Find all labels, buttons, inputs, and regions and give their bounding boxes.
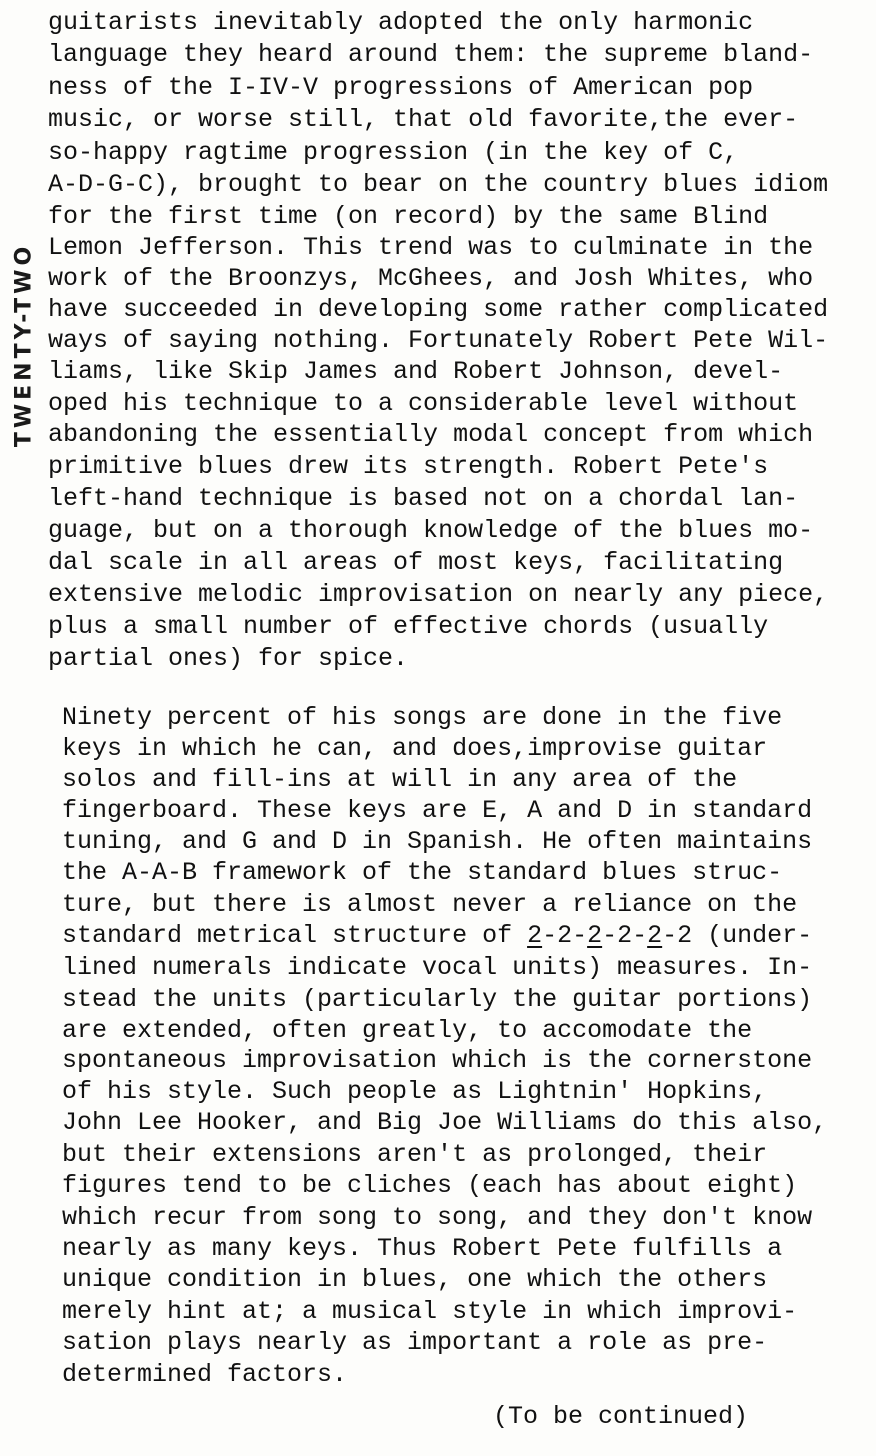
text-line: oped his technique to a considerable level without — [48, 389, 799, 418]
text-segment: -2 (under- — [662, 921, 813, 950]
text-line: language they heard around them: the supreme bland- — [48, 40, 814, 69]
text-line: extensive melodic improvisation on nearly any piece, — [48, 580, 829, 609]
text-line: guage, but on a thorough knowledge of the blues mo- — [48, 516, 814, 545]
text-line: keys in which he can, and does,improvise guitar — [62, 734, 768, 763]
text-line: primitive blues drew its strength. Robert Pete's — [48, 452, 769, 481]
text-line: for the first time (on record) by the same Blind — [48, 202, 769, 231]
text-line: ways of saying nothing. Fortunately Robert Pete Wil- — [48, 326, 829, 355]
text-line: guitarists inevitably adopted the only harmonic — [48, 8, 754, 37]
text-segment: -2- — [602, 921, 648, 950]
text-line: tuning, and G and D in Spanish. He often maintains — [62, 827, 813, 856]
text-line: dal scale in all areas of most keys, facilitating — [48, 548, 784, 577]
text-line: abandoning the essentially modal concept from which — [48, 420, 814, 449]
text-line: left-hand technique is based not on a chordal lan- — [48, 484, 799, 513]
text-line: A-D-G-C), brought to bear on the country blues idiom — [48, 170, 829, 199]
text-line-underlined — [62, 921, 812, 951]
text-segment: -2- — [542, 921, 588, 950]
text-line: work of the Broonzys, McGhees, and Josh Whites, who — [48, 264, 814, 293]
text-line: are extended, often greatly, to accomodate the — [62, 1016, 753, 1045]
text-line: spontaneous improvisation which is the cornerstone — [62, 1046, 813, 1075]
text-line: of his style. Such people as Lightnin' Hopkins, — [62, 1077, 768, 1106]
text-line: solos and fill-ins at will in any area of the — [62, 765, 738, 794]
text-line: stead the units (particularly the guitar portions) — [62, 985, 813, 1014]
text-line: merely hint at; a musical style in which improvi- — [62, 1297, 798, 1326]
margin-page-number: TWENTY-TWO — [11, 242, 37, 448]
text-line: the A-A-B framework of the standard blues struc- — [62, 858, 783, 887]
to-be-continued-note: (To be continued) — [493, 1402, 749, 1431]
text-line: but their extensions aren't as prolonged, their — [62, 1140, 768, 1169]
text-line: determined factors. — [62, 1360, 348, 1389]
text-line: lined numerals indicate vocal units) measures. In- — [62, 953, 813, 982]
text-line: partial ones) for spice. — [48, 644, 409, 673]
margin-note — [4, 220, 44, 470]
text-line: Lemon Jefferson. This trend was to culminate in the — [48, 233, 814, 262]
text-line: Ninety percent of his songs are done in the five — [62, 703, 783, 732]
text-line: John Lee Hooker, and Big Joe Williams do this also, — [62, 1108, 828, 1137]
underlined-numeral: 2 — [527, 921, 543, 950]
text-line: unique condition in blues, one which the others — [62, 1265, 768, 1294]
text-line: fingerboard. These keys are E, A and D in standard — [62, 796, 813, 825]
underlined-numeral: 2 — [647, 921, 663, 950]
text-line: plus a small number of effective chords (usually — [48, 612, 769, 641]
text-line: liams, like Skip James and Robert Johnson, devel- — [48, 357, 784, 386]
text-line: ness of the I-IV-V progressions of American pop — [48, 73, 754, 102]
text-line: have succeeded in developing some rather complicated — [48, 295, 829, 324]
text-line: which recur from song to song, and they don't know — [62, 1203, 813, 1232]
underlined-numeral: 2 — [587, 921, 603, 950]
text-line: so-happy ragtime progression (in the key of C, — [48, 138, 739, 167]
text-line: nearly as many keys. Thus Robert Pete fulfills a — [62, 1234, 783, 1263]
text-line: ture, but there is almost never a reliance on the — [62, 890, 798, 919]
text-line: music, or worse still, that old favorite,the ever- — [48, 105, 799, 134]
text-segment: standard metrical structure of — [62, 921, 528, 950]
text-line: figures tend to be cliches (each has about eight) — [62, 1171, 798, 1200]
text-line: sation plays nearly as important a role as pre- — [62, 1328, 768, 1357]
